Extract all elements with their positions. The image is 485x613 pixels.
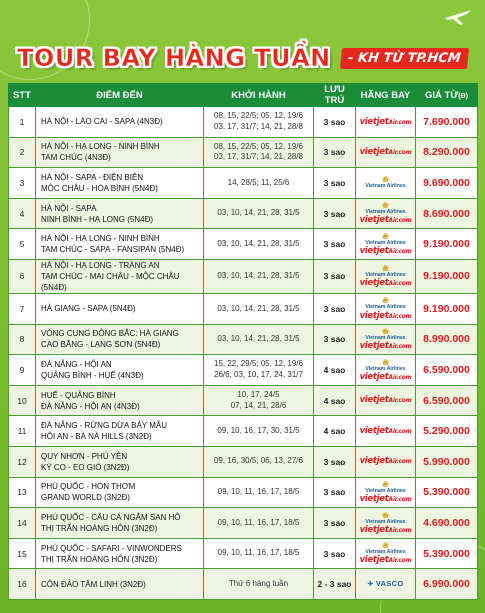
destination-line: ĐÀ NẴNG - HỘI AN (41, 359, 112, 369)
table-row (9, 137, 478, 168)
vietjet-logo-suffix: Air.com (388, 149, 412, 157)
airline-cell (356, 259, 416, 293)
vietjet-logo (356, 526, 415, 535)
airline-cell (356, 508, 416, 539)
lotus-icon: ❀ (382, 327, 389, 336)
destination-line: THỊ TRẤN HOÀNG HÔN (3N2Đ) (41, 554, 158, 564)
destination-cell (36, 416, 204, 447)
departure-line: 08, 15, 22/5; 05, 12, 19/6 (214, 111, 303, 121)
table-row (9, 477, 478, 508)
airline-cell (356, 538, 416, 569)
header-stay: LƯU TRÚ (314, 84, 356, 107)
destination-line: PHÚ QUỐC - CÂU CÁ NGẮM SAN HÔ (41, 512, 181, 522)
vietnam-airlines-logo (356, 328, 415, 341)
vietjet-logo (356, 495, 415, 504)
destination-cell (36, 259, 204, 293)
destination-cell (36, 168, 204, 199)
table-row (9, 293, 478, 324)
vietnam-airlines-logo-text: Vietnam Airlines (365, 239, 406, 246)
destination-cell (36, 198, 204, 229)
row-number: 10 (9, 385, 36, 416)
page-title (0, 44, 485, 78)
airline-cell (356, 198, 416, 229)
tour-schedule-table (8, 83, 478, 600)
table-row (9, 259, 478, 293)
lotus-icon: ❀ (382, 175, 389, 185)
destination-cell (36, 385, 204, 416)
vietnam-airlines-logo-text: Vietnam Airlines (365, 518, 406, 525)
destination-line: HÀ NỘI - SAPA (41, 203, 97, 213)
vietjet-logo-text: vietjet (359, 310, 389, 321)
vietjet-logo (356, 396, 415, 405)
destination-cell (36, 508, 204, 539)
row-number: 2 (9, 137, 36, 168)
departure-cell (204, 569, 314, 600)
row-number: 8 (9, 324, 36, 355)
departure-cell (204, 385, 314, 416)
stay-cell: 4 sao (314, 355, 356, 386)
destination-line: PHÚ QUỐC - HÒN THƠM (41, 482, 136, 492)
departure-cell (204, 259, 314, 293)
vietjet-logo-text: vietjet (359, 456, 389, 467)
airline-cell (356, 229, 416, 260)
stay-cell: 3 sao (314, 168, 356, 199)
stay-cell: 3 sao (314, 229, 356, 260)
vietjet-logo-suffix: Air.com (388, 526, 412, 534)
price-cell: 5.390.000 (416, 477, 478, 508)
destination-line: HÀ GIANG - SAPA (5N4Đ) (41, 304, 136, 314)
destination-line: VÒNG CUNG ĐÔNG BẮC: HÀ GIANG (41, 329, 179, 339)
row-number: 4 (9, 198, 36, 229)
table-row (9, 385, 478, 416)
destination-line: KỲ CO - EO GIÓ (3N2Đ) (41, 462, 130, 472)
price-cell: 6.590.000 (416, 385, 478, 416)
destination-line: QUẢNG BÌNH - HUẾ (4N3Đ) (41, 370, 144, 380)
lotus-icon: ❀ (382, 201, 389, 211)
vietnam-airlines-logo (356, 233, 415, 246)
title-text: TOUR BAY HÀNG TUẦN (17, 44, 331, 72)
vietjet-logo-suffix: Air.com (388, 248, 412, 256)
airline-cell (356, 569, 416, 600)
departure-cell (204, 538, 314, 569)
departure-line: 03, 10, 14, 21, 28, 31/5 (217, 303, 300, 313)
destination-line: TAM CHÚC - MAI CHÂU - MỘC CHÂU (5N4Đ) (41, 271, 180, 292)
table-row (9, 229, 478, 260)
header-price-label: GIÁ TỪ (425, 89, 459, 101)
row-number: 6 (9, 259, 36, 293)
vietjet-logo-text: vietjet (359, 425, 389, 436)
lotus-icon: ❀ (382, 479, 389, 489)
departure-line: 03, 10, 14, 21, 28, 31/5 (217, 271, 300, 281)
stay-cell: 2 - 3 sao (314, 569, 356, 600)
destination-line: HÀ NỘI - HẠ LONG - NINH BÌNH (41, 142, 160, 152)
vietjet-logo-text: vietjet (359, 371, 389, 382)
stay-cell: 4 sao (314, 416, 356, 447)
airline-cell (356, 293, 416, 324)
table-row (9, 324, 478, 355)
departure-line: 15, 22, 29/5; 05, 12, 19/6 (214, 359, 303, 369)
vietjet-logo-suffix: Air.com (388, 427, 412, 435)
table-row (9, 446, 478, 477)
destination-line: QUY NHƠN - PHÚ YÊN (41, 451, 128, 461)
departure-cell (204, 229, 314, 260)
vietjet-logo-text: vietjet (359, 147, 389, 158)
airline-cell (356, 324, 416, 355)
vietjet-logo (356, 556, 415, 565)
lotus-icon: ❀ (382, 231, 389, 241)
price-cell: 9.690.000 (416, 168, 478, 199)
vietjet-logo (356, 427, 415, 436)
departure-line: 03, 17, 31/7; 14, 21, 28/8 (214, 152, 303, 162)
vietnam-airlines-logo (356, 512, 415, 525)
vietnam-airlines-logo (356, 202, 415, 215)
lotus-icon: ❀ (382, 296, 389, 306)
table-row (9, 569, 478, 600)
table-row (9, 107, 478, 138)
airline-cell (356, 385, 416, 416)
vietjet-logo-suffix: Air.com (388, 343, 412, 351)
price-cell: 5.990.000 (416, 446, 478, 477)
table-row (9, 538, 478, 569)
departure-line: 09, 10, 11, 16, 17, 18/5 (217, 548, 300, 558)
departure-line: 09, 10, 16, 17, 30, 31/5 (217, 425, 300, 435)
departure-cell (204, 107, 314, 138)
vietnam-airlines-logo-text: Vietnam Airlines (365, 209, 406, 216)
destination-line: THỊ TRẤN HOÀNG HÔN (3N2Đ) (41, 523, 158, 533)
vietjet-logo-text: vietjet (359, 116, 389, 127)
destination-line: NINH BÌNH - HẠ LONG (5N4Đ) (41, 214, 154, 224)
vietnam-airlines-logo (356, 265, 415, 278)
header-stt: STT (9, 84, 36, 107)
row-number: 9 (9, 355, 36, 386)
departure-cell (204, 324, 314, 355)
vietjet-logo (356, 312, 415, 321)
row-number: 7 (9, 293, 36, 324)
vietnam-airlines-logo-text: Vietnam Airlines (365, 549, 406, 556)
vietjet-logo-suffix: Air.com (388, 397, 412, 405)
price-cell: 9.190.000 (416, 259, 478, 293)
airline-cell (356, 355, 416, 386)
table-row (9, 355, 478, 386)
stay-cell: 3 sao (314, 259, 356, 293)
departure-line: 09, 16, 30/5; 06, 13, 27/6 (214, 456, 303, 466)
vietjet-logo (356, 148, 415, 157)
destination-line: HUẾ - QUẢNG BÌNH (41, 390, 116, 400)
destination-line: ĐÀ NẴNG - HỘI AN (4N3Đ) (41, 401, 140, 411)
stay-cell: 3 sao (314, 324, 356, 355)
vietjet-logo (356, 342, 415, 351)
departure-cell (204, 137, 314, 168)
vietnam-airlines-logo-text: Vietnam Airlines (365, 365, 406, 372)
destination-line: MỘC CHÂU - HÒA BÌNH (5N4Đ) (41, 183, 158, 193)
row-number: 13 (9, 477, 36, 508)
row-number: 5 (9, 229, 36, 260)
table-row (9, 416, 478, 447)
price-cell: 4.690.000 (416, 508, 478, 539)
price-cell: 8.290.000 (416, 137, 478, 168)
row-number: 14 (9, 508, 36, 539)
vietjet-logo-text: vietjet (359, 494, 389, 505)
destination-cell (36, 477, 204, 508)
airline-cell (356, 168, 416, 199)
destination-line: HÀ NỘI - LÀO CAI - SAPA (4N3Đ) (41, 117, 163, 127)
departure-cell (204, 198, 314, 229)
price-cell: 5.290.000 (416, 416, 478, 447)
row-number: 1 (9, 107, 36, 138)
vietjet-logo (356, 373, 415, 382)
stay-cell: 3 sao (314, 137, 356, 168)
row-number: 16 (9, 569, 36, 600)
vasco-wing-icon: ✈ (367, 581, 376, 589)
destination-line: TAM CHÚC - SAPA - FANSIPAN (5N4Đ) (41, 245, 185, 255)
destination-line: HÀ NỘI - HẠ LONG - NINH BÌNH (41, 234, 160, 244)
airline-cell (356, 107, 416, 138)
vietnam-airlines-logo (356, 297, 415, 310)
departure-line: 07, 14, 21, 28/6 (230, 400, 287, 410)
vietjet-logo-text: vietjet (359, 215, 389, 226)
table-row (9, 168, 478, 199)
price-cell: 8.990.000 (416, 324, 478, 355)
header-destination: ĐIỂM ĐẾN (36, 84, 204, 107)
row-number: 11 (9, 416, 36, 447)
price-cell: 6.590.000 (416, 355, 478, 386)
price-cell: 6.990.000 (416, 569, 478, 600)
vietjet-logo-suffix: Air.com (388, 496, 412, 504)
vietjet-logo (356, 118, 415, 127)
destination-line: HÀ NỘI - SAPA - ĐIỆN BIÊN (41, 172, 144, 182)
price-cell: 9.190.000 (416, 229, 478, 260)
destination-cell (36, 137, 204, 168)
header-price (416, 84, 478, 107)
destination-cell (36, 107, 204, 138)
departure-line: 03, 10, 14, 21, 28, 31/5 (217, 334, 300, 344)
destination-line: TAM CHÚC (4N3Đ) (41, 153, 111, 163)
lotus-icon: ❀ (382, 510, 389, 520)
vietjet-logo-suffix: Air.com (388, 280, 412, 288)
departure-line: 03, 10, 14, 21, 28, 31/5 (217, 238, 300, 248)
vietnam-airlines-logo-text: Vietnam Airlines (365, 304, 406, 311)
vietnam-airlines-logo-text: Vietnam Airlines (365, 487, 406, 494)
departure-line: Thứ 6 hàng tuần (228, 578, 289, 588)
vietnam-airlines-logo (356, 359, 415, 372)
vietjet-logo-text: vietjet (359, 555, 389, 566)
price-cell: 5.390.000 (416, 538, 478, 569)
vasco-logo (356, 580, 415, 588)
vietjet-logo (356, 279, 415, 288)
destination-line: HỘI AN - BÀ NÀ HILLS (3N2Đ) (41, 432, 152, 442)
destination-line: GRAND WORLD (3N2Đ) (41, 493, 130, 503)
departure-cell (204, 446, 314, 477)
departure-line: 08, 15, 22/5; 05, 12, 19/6 (214, 141, 303, 151)
lotus-icon: ❀ (382, 264, 389, 274)
stay-cell: 3 sao (314, 107, 356, 138)
vietjet-logo-suffix: Air.com (388, 373, 412, 381)
vietnam-airlines-logo-text: Vietnam Airlines (365, 183, 406, 190)
destination-line: CAO BẰNG - LẠNG SƠN (5N4Đ) (41, 340, 161, 350)
stay-cell: 4 sao (314, 385, 356, 416)
row-number: 3 (9, 168, 36, 199)
vietnam-airlines-logo (356, 481, 415, 494)
departure-cell (204, 168, 314, 199)
departure-line: 10, 17, 24/5 (237, 390, 280, 400)
airline-cell (356, 137, 416, 168)
airplane-icon (443, 6, 473, 28)
row-number: 12 (9, 446, 36, 477)
table-row (9, 198, 478, 229)
vietnam-airlines-logo (356, 542, 415, 555)
stay-cell: 3 sao (314, 477, 356, 508)
destination-cell (36, 538, 204, 569)
vietnam-airlines-logo-text: Vietnam Airlines (365, 272, 406, 279)
airline-cell (356, 416, 416, 447)
departure-line: 03, 17, 31/7; 14, 21, 28/8 (214, 121, 303, 131)
departure-line: 09, 10, 11, 16, 17, 18/5 (217, 487, 300, 497)
destination-line: HÀ NỘI - HẠ LONG - TRÀNG AN (41, 260, 160, 270)
destination-line: ĐÀ NẴNG - RỪNG DỪA BẢY MẪU (41, 421, 167, 431)
departure-line: 09, 10, 11, 16, 17, 18/5 (217, 517, 300, 527)
departure-line: 26/6; 03, 10, 17, 24, 31/7 (214, 369, 303, 379)
departure-cell (204, 477, 314, 508)
vietjet-logo-suffix: Air.com (388, 557, 412, 565)
subtitle-text: - KH TỪ TP.HCM (340, 48, 469, 69)
vasco-logo-text: VASCO (375, 579, 404, 589)
price-cell: 9.190.000 (416, 293, 478, 324)
destination-cell (36, 293, 204, 324)
destination-line: PHÚ QUỐC - SAFARI - VINWONDERS (41, 543, 182, 553)
stay-cell: 3 sao (314, 508, 356, 539)
header-airline: HÃNG BAY (356, 84, 416, 107)
vietjet-logo (356, 247, 415, 256)
destination-cell (36, 446, 204, 477)
table-header-row (9, 84, 478, 107)
departure-line: 03, 10, 14, 21, 28, 31/5 (217, 208, 300, 218)
destination-cell (36, 229, 204, 260)
departure-cell (204, 293, 314, 324)
vietjet-logo-text: vietjet (359, 341, 389, 352)
price-cell: 8.690.000 (416, 198, 478, 229)
vietjet-logo-text: vietjet (359, 278, 389, 289)
vietjet-logo-suffix: Air.com (388, 458, 412, 466)
vietjet-logo-suffix: Air.com (388, 118, 412, 126)
vietjet-logo-suffix: Air.com (388, 312, 412, 320)
vietnam-airlines-logo-text: Vietnam Airlines (365, 335, 406, 341)
destination-cell (36, 324, 204, 355)
airline-cell (356, 477, 416, 508)
vietnam-airlines-logo (356, 176, 415, 189)
destination-line: CÔN ĐẢO TÂM LINH (3N2Đ) (41, 579, 146, 589)
vietjet-logo-text: vietjet (359, 246, 389, 257)
header-departure: KHỞI HÀNH (204, 84, 314, 107)
airline-cell (356, 446, 416, 477)
table-row (9, 508, 478, 539)
stay-cell: 3 sao (314, 198, 356, 229)
lotus-icon: ❀ (382, 357, 389, 367)
departure-cell (204, 355, 314, 386)
lotus-icon: ❀ (382, 541, 389, 551)
departure-cell (204, 508, 314, 539)
vietjet-logo (356, 457, 415, 466)
vietjet-logo (356, 216, 415, 225)
row-number: 15 (9, 538, 36, 569)
departure-line: 14, 28/5; 11, 25/6 (227, 177, 290, 187)
stay-cell: 3 sao (314, 446, 356, 477)
vietjet-logo-text: vietjet (359, 395, 389, 406)
vietjet-logo-suffix: Air.com (388, 217, 412, 225)
stay-cell: 3 sao (314, 293, 356, 324)
vietjet-logo-text: vietjet (359, 524, 389, 535)
destination-cell (36, 569, 204, 600)
stay-cell: 3 sao (314, 538, 356, 569)
price-cell: 7.690.000 (416, 107, 478, 138)
header-price-unit: (Đ) (458, 92, 468, 100)
destination-cell (36, 355, 204, 386)
departure-cell (204, 416, 314, 447)
